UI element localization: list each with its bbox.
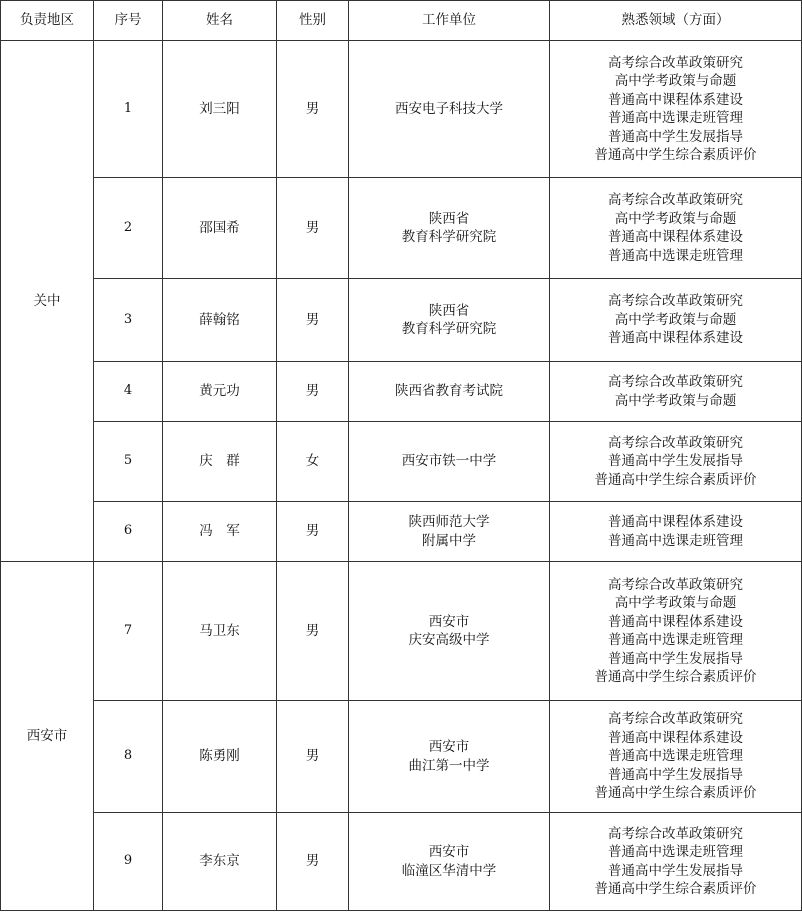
unit-line: 附属中学 <box>422 532 476 549</box>
field-line: 普通高中学生发展指导 <box>608 453 743 470</box>
header-fields: 熟悉领域（方面） <box>550 1 802 41</box>
header-gender: 性别 <box>277 1 349 41</box>
table-row <box>1 178 802 279</box>
field-line: 普通高中学生综合素质评价 <box>594 669 757 685</box>
header-region: 负责地区 <box>1 1 94 41</box>
field-line: 普通高中课程体系建设 <box>608 330 743 347</box>
fields-cell <box>550 178 802 279</box>
unit-line: 西安市 <box>428 739 470 755</box>
gender-cell: 女 <box>277 422 349 502</box>
field-line: 普通高中课程体系建设 <box>608 613 743 630</box>
gender-cell: 男 <box>277 279 349 362</box>
field-line: 高中学考政策与命题 <box>614 210 737 227</box>
unit-cell <box>349 562 550 701</box>
unit-cell <box>349 422 550 502</box>
field-line: 普通高中选课走班管理 <box>608 632 743 648</box>
field-line: 高考综合改革政策研究 <box>608 434 743 451</box>
unit-cell <box>349 279 550 362</box>
unit-line: 庆安高级中学 <box>408 632 490 648</box>
unit-cell <box>349 41 550 178</box>
gender-cell: 男 <box>277 362 349 422</box>
header-seq: 序号 <box>94 1 163 41</box>
name-cell: 黄元功 <box>163 362 277 422</box>
name-cell: 陈勇刚 <box>163 701 277 813</box>
name-cell: 李东京 <box>163 813 277 911</box>
field-line: 普通高中学生综合素质评价 <box>594 881 757 897</box>
seq-cell: 1 <box>94 41 163 178</box>
seq-cell: 3 <box>94 279 163 362</box>
gender-cell: 男 <box>277 178 349 279</box>
table-body <box>1 41 802 911</box>
seq-cell: 8 <box>94 701 163 813</box>
field-line: 高考综合改革政策研究 <box>608 711 743 728</box>
fields-cell <box>550 813 802 911</box>
unit-line: 陕西省教育考试院 <box>395 383 503 400</box>
table-row <box>1 422 802 502</box>
unit-line: 西安市铁一中学 <box>401 453 497 470</box>
seq-cell: 6 <box>94 502 163 562</box>
unit-cell <box>349 813 550 911</box>
table-row <box>1 362 802 422</box>
unit-line: 临潼区华清中学 <box>401 862 497 879</box>
field-line: 普通高中选课走班管理 <box>608 844 743 860</box>
field-line: 普通高中学生综合素质评价 <box>594 471 757 488</box>
header-name: 姓名 <box>163 1 277 41</box>
field-line: 高考综合改革政策研究 <box>608 576 743 593</box>
name-cell: 刘三阳 <box>163 41 277 178</box>
gender-cell: 男 <box>277 41 349 178</box>
field-line: 普通高中学生发展指导 <box>608 128 743 145</box>
field-line: 高中学考政策与命题 <box>614 392 737 409</box>
table-row <box>1 41 802 178</box>
field-line: 普通高中选课走班管理 <box>608 748 743 765</box>
header-row <box>1 1 802 41</box>
unit-line: 陕西省 <box>428 302 470 319</box>
field-line: 高考综合改革政策研究 <box>608 192 743 208</box>
header-unit: 工作单位 <box>349 1 550 41</box>
field-line: 高考综合改革政策研究 <box>608 374 743 390</box>
table-row <box>1 562 802 701</box>
region-cell: 关中 <box>1 41 94 562</box>
name-cell: 马卫东 <box>163 562 277 701</box>
field-line: 高中学考政策与命题 <box>614 595 737 611</box>
field-line: 高考综合改革政策研究 <box>608 54 743 71</box>
fields-cell <box>550 422 802 502</box>
field-line: 普通高中课程体系建设 <box>608 91 743 108</box>
seq-cell: 9 <box>94 813 163 911</box>
fields-cell <box>550 362 802 422</box>
gender-cell: 男 <box>277 701 349 813</box>
seq-cell: 4 <box>94 362 163 422</box>
seq-cell: 2 <box>94 178 163 279</box>
region-cell: 西安市 <box>1 562 94 911</box>
unit-line: 教育科学研究院 <box>401 321 497 337</box>
unit-cell <box>349 502 550 562</box>
gender-cell: 男 <box>277 562 349 701</box>
seq-cell: 7 <box>94 562 163 701</box>
unit-line: 西安市 <box>428 613 470 630</box>
field-line: 普通高中课程体系建设 <box>608 229 743 245</box>
field-line: 普通高中学生发展指导 <box>608 650 743 667</box>
unit-line: 陕西师范大学 <box>408 514 490 530</box>
table-row <box>1 502 802 562</box>
field-line: 普通高中选课走班管理 <box>608 532 743 549</box>
unit-line: 陕西省 <box>428 210 470 227</box>
field-line: 高中学考政策与命题 <box>614 73 737 89</box>
name-cell: 邵国希 <box>163 178 277 279</box>
gender-cell: 男 <box>277 813 349 911</box>
fields-cell <box>550 701 802 813</box>
table-row <box>1 701 802 813</box>
fields-cell <box>550 41 802 178</box>
field-line: 普通高中选课走班管理 <box>608 247 743 264</box>
field-line: 高考综合改革政策研究 <box>608 293 743 310</box>
unit-cell <box>349 178 550 279</box>
unit-line: 西安电子科技大学 <box>395 100 503 117</box>
name-cell: 薛翰铭 <box>163 279 277 362</box>
gender-cell: 男 <box>277 502 349 562</box>
field-line: 高考综合改革政策研究 <box>608 825 743 842</box>
fields-cell <box>550 502 802 562</box>
unit-line: 西安市 <box>428 844 470 860</box>
field-line: 普通高中选课走班管理 <box>608 110 743 126</box>
fields-cell <box>550 562 802 701</box>
unit-line: 曲江第一中学 <box>408 757 490 774</box>
field-line: 普通高中学生综合素质评价 <box>594 785 757 802</box>
unit-cell <box>349 362 550 422</box>
unit-cell <box>349 701 550 813</box>
field-line: 普通高中课程体系建设 <box>608 514 743 530</box>
field-line: 普通高中学生综合素质评价 <box>594 147 757 163</box>
unit-line: 教育科学研究院 <box>401 229 497 245</box>
table-row <box>1 813 802 911</box>
field-line: 普通高中课程体系建设 <box>608 729 743 746</box>
field-line: 高中学考政策与命题 <box>614 311 737 328</box>
seq-cell: 5 <box>94 422 163 502</box>
fields-cell <box>550 279 802 362</box>
field-line: 普通高中学生发展指导 <box>608 862 743 879</box>
name-cell: 庆 群 <box>163 422 277 502</box>
name-cell: 冯 军 <box>163 502 277 562</box>
field-line: 普通高中学生发展指导 <box>608 766 743 783</box>
table-row <box>1 279 802 362</box>
